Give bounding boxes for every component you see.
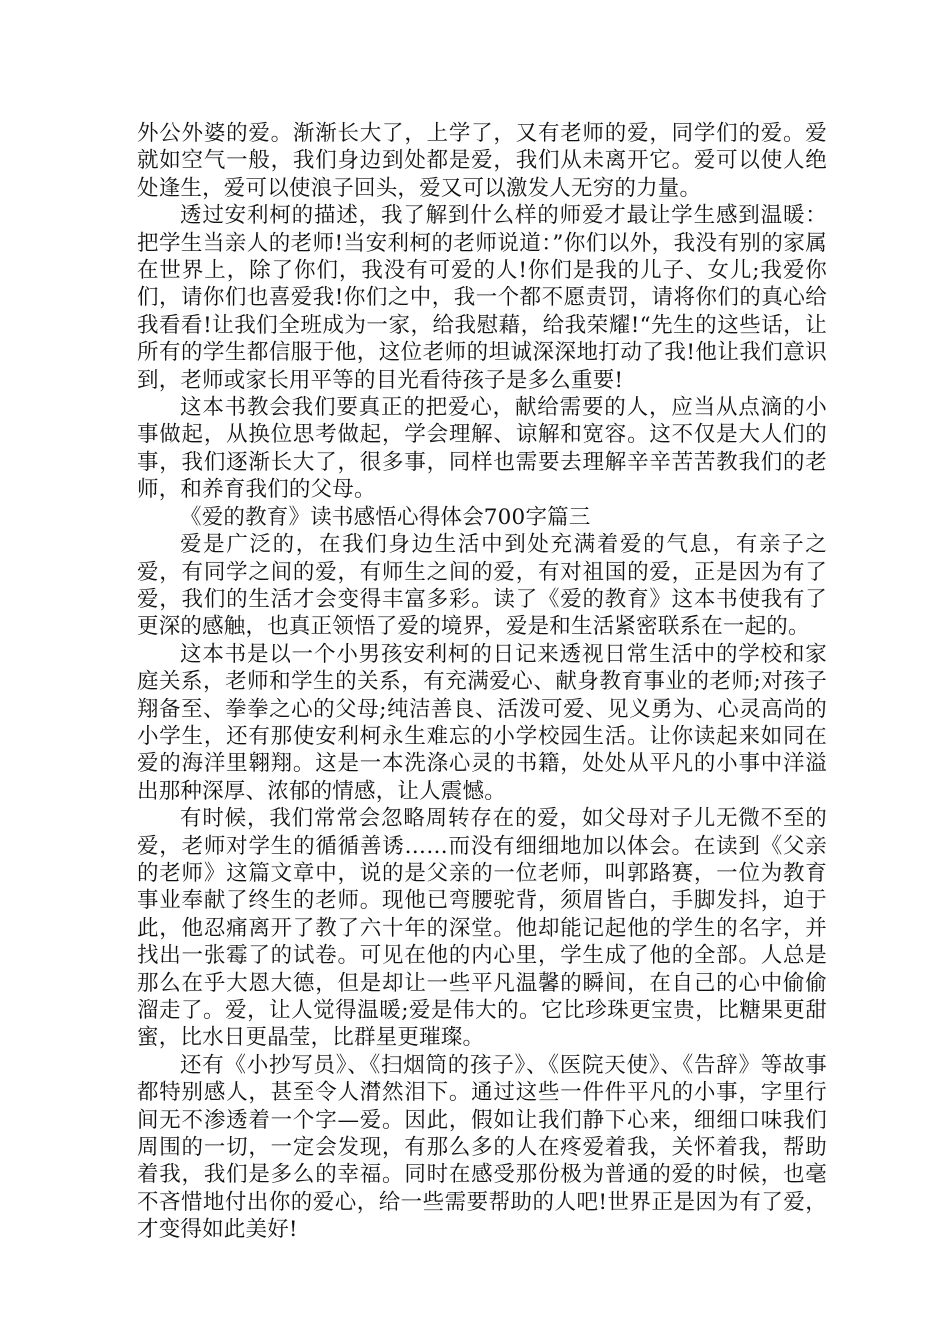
document-page xyxy=(137,120,827,1244)
paragraph: 透过安利柯的描述，我了解到什么样的师爱才最让学生感到温暖：把学生当亲人的老师!当安利柯的老师说道：”你们以外，我没有别的家属在世界上，除了你们，我没有可爱的人!你们是我的儿子、女儿;我爱你们，请你们也喜爱我!你们之中，我一个都不愿责罚，请将你们的真心给我看看!让我们全班成为一家，给我慰藉，给我荣耀!“先生的这些话，让所有的学生都信服于他，这位老师的坦诚深深地打动了我!他让我们意识到，老师或家长用平等的目光看待孩子是多么重要! xyxy=(137,203,827,393)
paragraph: 爱是广泛的，在我们身边生活中到处充满着爱的气息，有亲子之爱，有同学之间的爱，有师生之间的爱，有对祖国的爱，正是因为有了爱，我们的生活才会变得丰富多彩。读了《爱的教育》这本书使我有了更深的感触，也真正领悟了爱的境界，爱是和生活紧密联系在一起的。 xyxy=(137,532,827,640)
paragraph: 有时候，我们常常会忽略周转存在的爱，如父母对子儿无微不至的爱，老师对学生的循循善诱……而没有细细地加以体会。在读到《父亲的老师》这篇文章中，说的是父亲的一位老师，叫郭路赛，一位为教育事业奉献了终生的老师。现他已弯腰驼背，须眉皆白，手脚发抖，迫于此，他忍痛离开了教了六十年的深堂。他却能记起他的学生的名字，并找出一张霉了的试卷。可见在他的内心里，学生成了他的全部。人总是那么在乎大恩大德，但是却让一些平凡温馨的瞬间，在自己的心中偷偷溜走了。爱，让人觉得温暖;爱是伟大的。它比珍珠更宝贵，比糖果更甜蜜，比水日更晶莹，比群星更璀璨。 xyxy=(137,806,827,1051)
paragraph: 这本书教会我们要真正的把爱心，献给需要的人，应当从点滴的小事做起，从换位思考做起，学会理解、谅解和宽容。这不仅是大人们的事，我们逐渐长大了，很多事，同样也需要去理解辛辛苦苦教我们的老师，和养育我们的父母。 xyxy=(137,395,827,503)
paragraph: 还有《小抄写员》、《扫烟筒的孩子》、《医院天使》、《告辞》等故事都特别感人，甚至令人潸然泪下。通过这些一件件平凡的小事，字里行间无不渗透着一个字—爱。因此，假如让我们静下心来，细细口味我们周围的一切，一定会发现，有那么多的人在疼爱着我，关怀着我，帮助着我，我们是多么的幸福。同时在感受那份极为普通的爱的时候，也毫不吝惜地付出你的爱心，给一些需要帮助的人吧!世界正是因为有了爱，才变得如此美好! xyxy=(137,1052,827,1243)
paragraph: 外公外婆的爱。渐渐长大了，上学了，又有老师的爱，同学们的爱。爱就如空气一般，我们身边到处都是爱，我们从未离开它。爱可以使人绝处逢生，爱可以使浪子回头，爱又可以激发人无穷的力量。 xyxy=(137,121,827,201)
paragraph: 这本书是以一个小男孩安利柯的日记来透视日常生活中的学校和家庭关系，老师和学生的关系，有充满爱心、献身教育事业的老师;对孩子翔备至、拳拳之心的父母;纯洁善良、活泼可爱、见义勇为、心灵高尚的小学生，还有那使安利柯永生难忘的小学校园生活。让你读起来如同在爱的海洋里翱翔。这是一本洗涤心灵的书籍，处处从平凡的小事中洋溢出那种深厚、浓郁的情感，让人震憾。 xyxy=(137,641,827,804)
section-heading: 《爱的教育》读书感悟心得体会700字篇三 xyxy=(180,504,591,530)
